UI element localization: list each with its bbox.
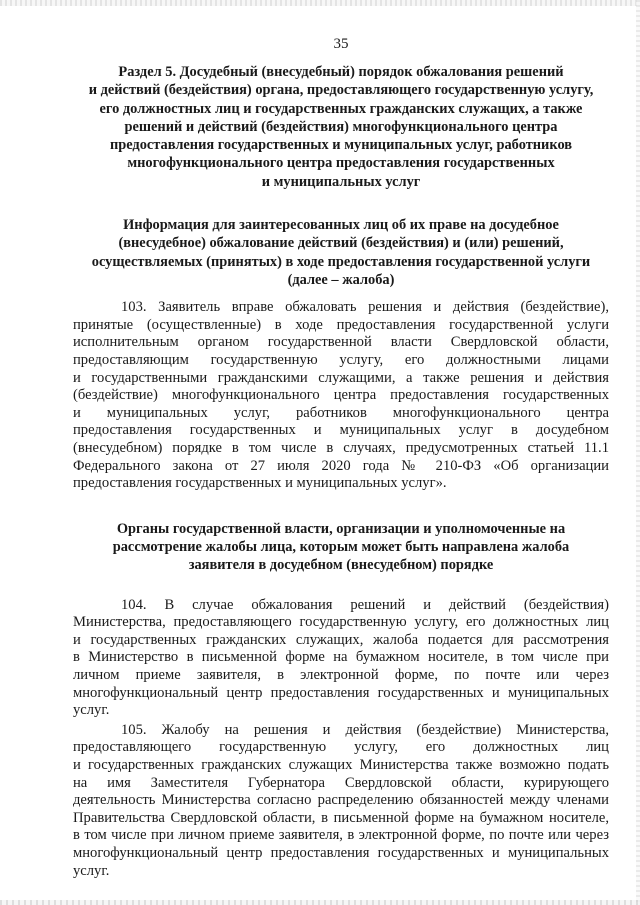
scan-edge-right bbox=[636, 0, 640, 905]
text-line: услуг. bbox=[73, 862, 110, 879]
text-line: личном приеме заявителя, в электронной форме, по почте или через bbox=[73, 667, 609, 684]
heading-line: и действий (бездействия) органа, предоставляющего государственную услугу, bbox=[88, 82, 594, 99]
page-number: 35 bbox=[333, 36, 349, 52]
text-line: 103. Заявитель вправе обжаловать решения и действия (бездействие), bbox=[121, 299, 609, 316]
heading-line: осуществляемых (принятых) в ходе предоставления государственной услуги bbox=[91, 253, 591, 270]
text-line: Федерального закона от 27 июля 2020 года № 210-ФЗ «Об организации bbox=[73, 457, 609, 474]
heading-line: многофункционального центра предоставления государственных bbox=[127, 155, 555, 172]
text-line: предоставления государственных и муниципальных услуг в досудебном bbox=[73, 422, 609, 439]
text-line: предоставляющим государственную услугу, его должностными лицами bbox=[73, 352, 609, 369]
text-line: и государственными гражданскими служащими, а также решения и действия bbox=[73, 369, 609, 386]
heading-line: решений и действий (бездействия) многофункционального центра bbox=[124, 118, 558, 135]
paragraph-105 bbox=[73, 722, 609, 880]
paragraph-103 bbox=[73, 299, 609, 493]
text-line: услуг. bbox=[73, 702, 110, 719]
section-heading bbox=[73, 63, 609, 191]
heading-line: Раздел 5. Досудебный (внесудебный) порядок обжалования решений bbox=[118, 64, 564, 80]
organs-heading bbox=[73, 520, 609, 575]
text-line: 105. Жалобу на решения и действия (бездействие) Министерства, bbox=[121, 721, 609, 738]
text-line: 104. В случае обжалования решений и действий (бездействия) bbox=[121, 596, 609, 613]
heading-line: Информация для заинтересованных лиц об их праве на досудебное bbox=[123, 217, 559, 234]
text-line: на имя Заместителя Губернатора Свердловской области, курирующего bbox=[73, 774, 609, 791]
scan-edge-bottom bbox=[0, 900, 640, 905]
heading-line: предоставления государственных и муниципальных услуг, работников bbox=[109, 137, 573, 154]
text-line: (бездействие) многофункционального центра предоставления государственных bbox=[73, 387, 609, 404]
paragraph-104 bbox=[73, 597, 609, 720]
text-line: исполнительным органом государственной власти Свердловской области, bbox=[73, 334, 609, 351]
text-line: и муниципальных услуг, работников многофункционального центра bbox=[73, 404, 609, 421]
heading-line: рассмотрение жалобы лица, которым может быть направлена жалоба bbox=[112, 539, 570, 556]
text-line: и государственных гражданских служащих, жалоба подается для рассмотрения bbox=[73, 631, 609, 648]
heading-line: и муниципальных услуг bbox=[261, 173, 421, 190]
text-line: Министерства, предоставляющего государственную услугу, его должностных лиц bbox=[73, 614, 609, 631]
text-line: в Министерство в письменной форме на бумажном носителе, в том числе при bbox=[73, 649, 609, 666]
heading-line: Органы государственной власти, организации и уполномоченные на bbox=[116, 520, 566, 537]
text-line: в том числе при личном приеме заявителя, в электронной форме, по почте или через bbox=[73, 827, 609, 844]
text-line: деятельность Министерства согласно распределению обязанностей между членами bbox=[73, 792, 609, 809]
text-line: Правительства Свердловской области, в письменной форме на бумажном носителе, bbox=[73, 809, 609, 826]
heading-line: (внесудебное) обжалование действий (бездействия) и (или) решений, bbox=[118, 235, 564, 252]
document-page bbox=[73, 36, 609, 880]
text-line: предоставления государственных и муниципальных услуг». bbox=[73, 475, 447, 492]
text-line: предоставляющего государственную услугу, его должностных лиц bbox=[73, 739, 609, 756]
scan-edge-top bbox=[0, 0, 640, 6]
heading-line: его должностных лиц и государственных гражданских служащих, а также bbox=[99, 100, 583, 117]
heading-line: заявителя в досудебном (внесудебном) порядке bbox=[188, 557, 494, 574]
info-heading bbox=[73, 216, 609, 289]
text-line: (внесудебном) порядке в том числе в случаях, предусмотренных статьей 11.1 bbox=[73, 440, 609, 457]
heading-line: (далее – жалоба) bbox=[287, 271, 395, 288]
text-line: и государственных гражданских служащих Министерства также возможно подать bbox=[73, 757, 609, 774]
text-line: многофункциональный центр предоставления государственных и муниципальных bbox=[73, 684, 609, 701]
text-line: многофункциональный центр предоставления государственных и муниципальных bbox=[73, 845, 609, 861]
text-line: принятые (осуществленные) в ходе предоставления государственной услуги bbox=[73, 316, 609, 333]
